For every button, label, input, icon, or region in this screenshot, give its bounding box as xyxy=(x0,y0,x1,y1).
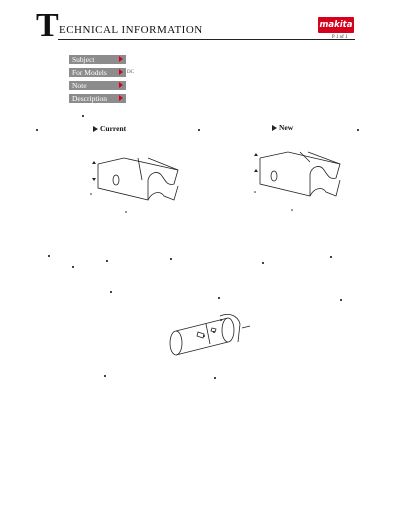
arrow-right-icon xyxy=(119,69,123,75)
title-initial: T xyxy=(36,7,58,44)
text-trace xyxy=(357,129,359,131)
note-label: Note xyxy=(69,81,126,90)
current-heading xyxy=(93,125,126,133)
text-trace xyxy=(170,258,172,260)
arrow-right-icon xyxy=(119,56,123,62)
arrow-right-icon xyxy=(119,95,123,101)
text-trace xyxy=(218,297,220,299)
text-trace xyxy=(214,377,216,379)
triangle-right-icon xyxy=(93,126,98,132)
new-bracket-illustration xyxy=(252,146,352,216)
triangle-right-icon xyxy=(272,125,277,131)
text-trace xyxy=(330,256,332,258)
current-bracket-illustration xyxy=(86,150,196,220)
text-trace xyxy=(262,262,264,264)
doc-code: P 1 of 1 xyxy=(332,35,348,40)
for-models-label: For Models xyxy=(69,68,126,77)
for-models-text: DC xyxy=(127,70,134,75)
new-label: New xyxy=(279,123,294,132)
title-divider xyxy=(58,39,355,40)
subject-label: Subject xyxy=(69,55,126,64)
current-label: Current xyxy=(100,124,127,133)
text-trace xyxy=(72,266,74,268)
text-trace xyxy=(82,115,84,117)
text-trace xyxy=(36,129,38,131)
text-trace xyxy=(104,375,106,377)
description-label: Description xyxy=(69,94,126,103)
new-heading xyxy=(272,124,293,132)
text-trace xyxy=(340,299,342,301)
page-title: ECHNICAL INFORMATION xyxy=(59,24,203,36)
housing-assembly-illustration xyxy=(164,310,254,365)
text-trace xyxy=(106,260,108,262)
makita-logo: makita xyxy=(318,17,354,33)
text-trace xyxy=(110,291,112,293)
arrow-right-icon xyxy=(119,82,123,88)
text-trace xyxy=(48,255,50,257)
text-trace xyxy=(198,129,200,131)
